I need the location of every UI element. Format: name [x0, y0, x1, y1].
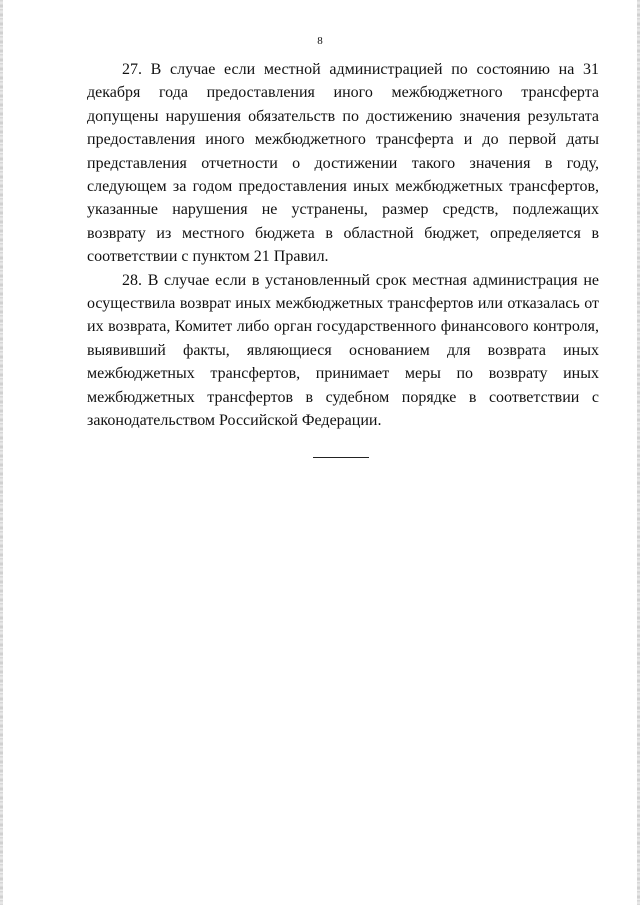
- paragraph-28: 28. В случае если в установленный срок местная администрация не осуществила возврат иных межбюджетных трансфертов или отказалась от их возврата, Комитет либо орган государственного финансового контроля, выявивший факты, являющиеся основанием для возврата иных межбюджетных трансфертов, принимает меры по возврату иных межбюджетных трансфертов в судебном порядке в соответствии с законодательством Российской Федерации.: [87, 271, 599, 430]
- end-separator-line: [313, 457, 369, 458]
- document-body: [87, 58, 599, 433]
- page-number: 8: [317, 35, 323, 47]
- scan-edge-left: [0, 0, 3, 905]
- paragraph-27: 27. В случае если местной администрацией по состоянию на 31 декабря года предоставления иного межбюджетного трансферта допущены нарушения обязательств по достижению значения результата предоставления иного межбюджетного трансферта и до первой даты представления отчетности о достижении такого значения в году, следующем за годом предоставления иных межбюджетных трансфертов, указанные нарушения не устранены, размер средств, подлежащих возврату из местного бюджета в областной бюджет, определяется в соответствии с пунктом 21 Правил.: [87, 61, 599, 266]
